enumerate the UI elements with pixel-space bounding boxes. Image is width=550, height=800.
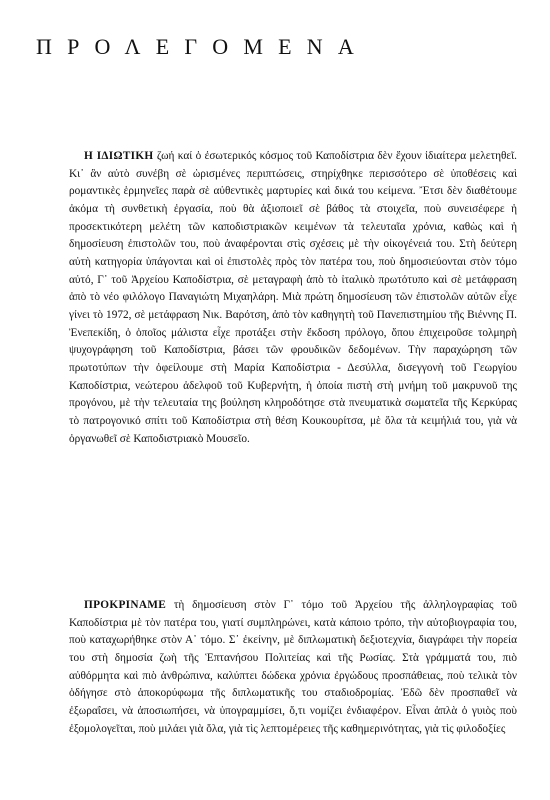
paragraph-body-text: τὴ δημοσίευση στὸν Γ᾽ τόμο τοῦ Ἀρχείου τῆς ἀλληλογραφίας τοῦ Καποδίστρια μὲ τὸν πατέρα του, γιατί συμπληρώνει, κατὰ κάποιο τρόπο, τὴν αὐτοβιογραφία του, ποὺ καταχωρήθηκε στὸν Α᾽ τόμο. Σ᾽ ἐκείνην, μὲ διπλωματικὴ δεξιοτεχνία, διαγράφει τὴν πορεία του στὴ δημοσία ζωὴ τῆς Ἑπτανήσου Πολιτείας καὶ τῆς Ρωσίας. Στὰ γράμματά του, πιὸ αὐθόρμητα καὶ πιὸ ἀνθρώπινα, καλύπτει δώδεκα χρόνια ἐργώδους προσπάθειας, ποὺ τελικὰ τὸν ὁδήγησε στὸ ἀποκορύφωμα τῆς διπλωματικῆς του σταδιοδρομίας. Ἐδῶ δὲν προσπαθεῖ νὰ ἐξωραΐσει, νὰ ἀποσιωπήσει, νὰ ὑπογραμμίσει, ὅ,τι νομίζει ἐνδιαφέρον. Εἶναι ἁπλὰ ὁ γυιὸς ποὺ ἐξομολογεῖται, ποὺ μιλάει γιὰ ὅλα, γιὰ τὶς λεπτομέρειες τῆς καθημερινότητας, γιὰ τὶς φιλοδοξίες bbox=[69, 599, 517, 735]
paragraph-lead-text: ΠΡΟΚΡΙΝΑΜΕ bbox=[84, 599, 167, 611]
page-heading: ΠΡΟΛΕΓΟΜΕΝΑ bbox=[36, 34, 369, 59]
paragraph-private-life bbox=[69, 148, 517, 448]
paragraph-body-text: ζωή καί ὁ ἐσωτερικός κόσμος τοῦ Καποδίστρια δὲν ἔχουν ἰδιαίτερα μελετηθεῖ. Κι᾽ ἂν αὐτὸ συνέβη σὲ ὡρισμένες περιπτώσεις, στηρίχθηκε περισσότερο σὲ ὑποθέσεις καὶ ρομαντικὲς ἑρμηνεῖες παρὰ σὲ αὐθεντικὲς μαρτυρίες καὶ δικά του κείμενα. Ἔτσι δὲν διαθέτουμε ἀκόμα τὴ συνθετικὴ ἐργασία, ποὺ θὰ ἀξιοποιεῖ σὲ βάθος τὰ στοιχεῖα, ποὺ συνεισέφερε ἡ προσεκτικότερη μελέτη τῶν καποδιστριακῶν κειμένων τὰ τελευταῖα χρόνια, καθὼς καὶ ἡ δημοσίευση ἐπιστολῶν του, ποὺ ἀναφέρονται στὶς σχέσεις μὲ τὴν οἰκογένειά του. Στὴ δεύτερη αὐτὴ κατηγορία ὑπάγονται καὶ οἱ ἐπιστολὲς πρὸς τὸν πατέρα του, ποὺ δημοσιεύονται στὸν τόμο αὐτό, Γ᾽ τοῦ Ἀρχείου Καποδίστρια, σὲ μεταγραφὴ ἀπὸ τὸ ἰταλικὸ πρωτότυπο καὶ σὲ μετάφραση ἀπὸ τὸ νέο φιλόλογο Παναγιώτη Μιχαηλάρη. Μιὰ πρώτη δημοσίευση τῶν ἐπιστολῶν αὐτῶν εἶχε γίνει τὸ 1972, σὲ μετάφραση Νικ. Βαρότση, ἀπὸ τὸν καθηγητὴ τοῦ Πανεπιστημίου τῆς Βιέννης Π. Ἐνεπεκίδη, ὁ ὁποῖος μάλιστα εἶχε προτάξει στὴν ἔκδοση πρόλογο, ὅπου ἐπιχειροῦσε τολμηρὴ ψυχογράφηση τοῦ Καποδίστρια, βάσει τῶν φρουδικῶν δεδομένων. Τὴν παραχώρηση τῶν πρωτοτύπων τὴν ὀφείλουμε στὴ Μαρία Καποδίστρια - Δεσύλλα, δισεγγονὴ τοῦ Γεωργίου Καποδίστρια, νεώτερου ἀδελφοῦ τοῦ Κυβερνήτη, ἡ ὁποία πιστὴ στὴ μνήμη τοῦ μακρυνοῦ της προγόνου, μὲ τὴν τελευταία της βούληση κληροδότησε στὰ πνευματικὰ σωματεῖα τῆς Κερκύρας τὸ πατρογονικό σπίτι τοῦ Καποδίστρια στὴ θέση Κουκουρίτσα, μὲ ὅλα τὰ κειμήλιά του, γιὰ νὰ ὀργανωθεῖ σὲ Καποδιστριακὸ Μουσεῖο. bbox=[69, 150, 517, 445]
paragraph-publication-choice bbox=[69, 597, 517, 738]
paragraph-lead-text: Η ΙΔΙΩΤΙΚΗ bbox=[84, 150, 154, 162]
